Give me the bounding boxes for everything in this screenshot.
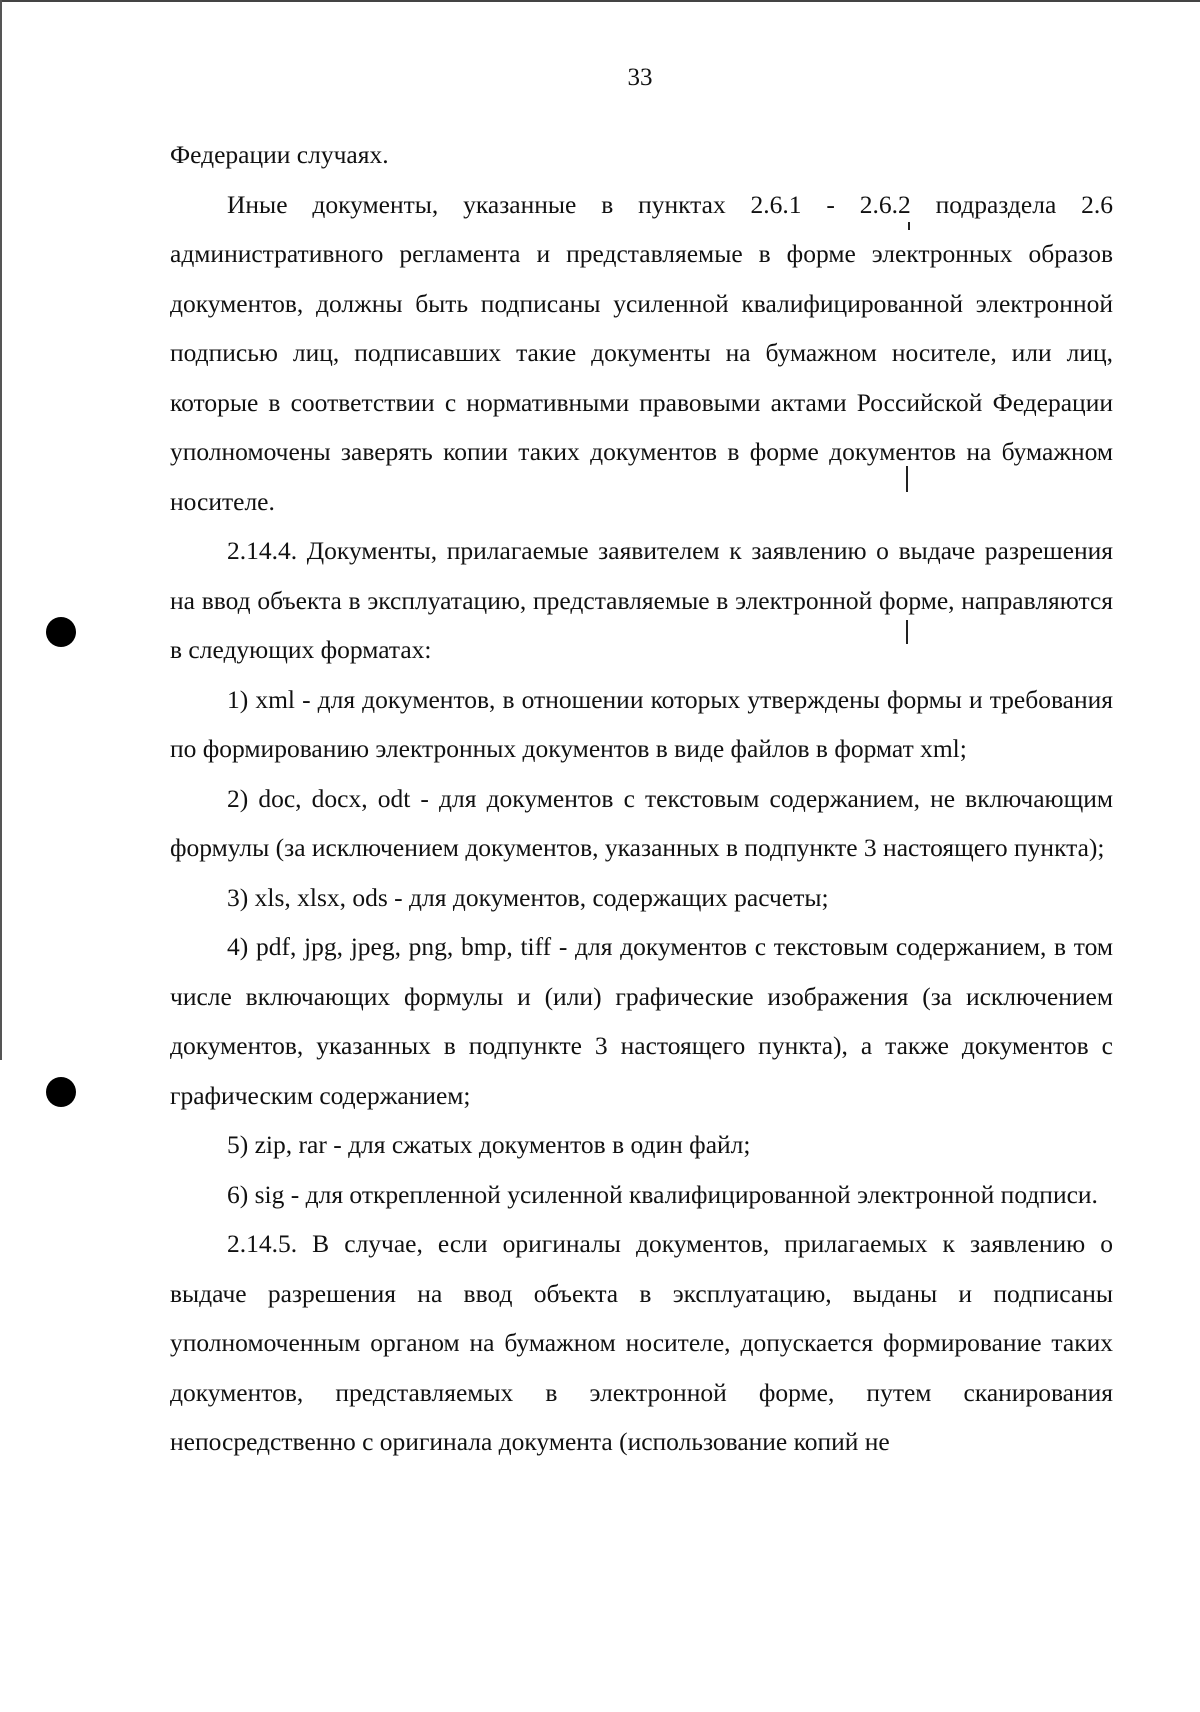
paragraph-continuation: Федерации случаях. xyxy=(170,140,389,169)
page-number: 33 xyxy=(627,64,653,91)
scan-artifact-mark xyxy=(906,466,908,492)
scan-top-edge xyxy=(0,0,1200,2)
punch-hole-mark xyxy=(46,617,76,647)
list-item-sig: 6) sig - для открепленной усиленной квалифицированной электронной подписи. xyxy=(227,1179,1098,1209)
list-item-zip: 5) zip, rar - для сжатых документов в один файл; xyxy=(227,1130,751,1159)
document-body xyxy=(170,130,1113,1467)
scan-artifact-mark xyxy=(908,222,910,230)
paragraph-2-14-4: 2.14.4. Документы, прилагаемые заявителем к заявлению о выдаче разрешения на ввод объекта в эксплуатацию, представляемые в электронной форме, направляются в следующих форматах: xyxy=(170,536,1113,664)
list-item-pdf: 4) pdf, jpg, jpeg, png, bmp, tiff - для документов с текстовым содержанием, в том числе включающих формулы и (или) графические изображения (за исключением документов, указанных в подпункте 3 настоящего пункта), а также документов с графическим содержанием; xyxy=(170,932,1113,1110)
paragraph-signature-requirements: Иные документы, указанные в пунктах 2.6.1 - 2.6.2 подраздела 2.6 административного регламента и представляемые в форме электронных образов документов, должны быть подписаны усиленной квалифицированной электронной подписью лиц, подписавших такие документы на бумажном носителе, или лиц, которые в соответствии с нормативными правовыми актами Российской Федерации уполномочены заверять копии таких документов в форме документов на бумажном носителе. xyxy=(170,189,1113,516)
list-item-xls: 3) xls, xlsx, ods - для документов, содержащих расчеты; xyxy=(227,882,829,912)
punch-hole-mark xyxy=(46,1077,76,1107)
list-item-doc: 2) doc, docx, odt - для документов с текстовым содержанием, не включающим формулы (за исключением документов, указанных в подпункте 3 настоящего пункта); xyxy=(170,783,1113,862)
scan-artifact-mark xyxy=(906,620,908,644)
paragraph-2-14-5: 2.14.5. В случае, если оригиналы документов, прилагаемых к заявлению о выдаче разрешения на ввод объекта в эксплуатацию, выданы и подписаны уполномоченным органом на бумажном носителе, допускается формирование таких документов, представляемых в электронной форме, путем сканирования непосредственно с оригинала документа (использование копий не xyxy=(170,1229,1113,1456)
scan-left-edge xyxy=(0,0,2,1060)
list-item-xml: 1) xml - для документов, в отношении которых утверждены формы и требования по формированию электронных документов в виде файлов в формат xml; xyxy=(170,684,1113,763)
